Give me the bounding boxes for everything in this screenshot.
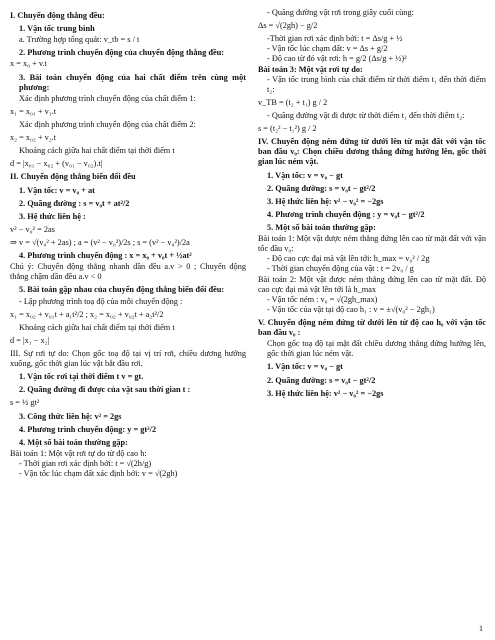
left-line: 4. Phương trình chuyển động: y = gt²/2 (19, 424, 157, 434)
right-line: - Quãng đường vật đi được từ thời điểm t₁ đến thời điểm t₂: (267, 110, 465, 120)
left-line: v² − v₀² = 2as (10, 224, 55, 234)
left-line: x₂ = x₀₂ + v₂.t (10, 133, 57, 143)
right-line: Δs = √(2gh) − g/2 (258, 21, 318, 31)
right-line: - Vận tốc của vật tại độ cao h₁ : v = ±√(v₀² − 2gh₁) (267, 304, 435, 314)
right-line: 5. Một số bài toán thường gặp: (267, 222, 376, 232)
left-line: 3. Công thức liên hệ: v² = 2gs (19, 411, 122, 421)
left-line: 1. Vận tốc rơi tại thời điểm t v = gt. (19, 372, 144, 382)
right-line: - Vận tốc ném : v₀ = √(2gh_max) (267, 294, 378, 304)
left-line: 2. Quãng đường đi được của vật sau thời gian t : (19, 385, 191, 395)
right-line: -Thời gian rơi xác định bởi: t = Δs/g + ½ (267, 34, 403, 44)
right-line: Chọn gốc toạ độ tại mặt đất chiều dương thẳng đứng hướng lên, gốc thời gian lúc ném vật. (267, 339, 486, 359)
left-line: III. Sự rơi tự do: Chọn gốc toạ độ tại vị trí rơi, chiều dương hướng xuống, gốc thời gian lúc vật bắt đầu rơi. (10, 348, 246, 369)
right-line: - Độ cao từ đó vật rơi: h = g/2 (Δs/g + ½)² (267, 54, 407, 64)
right-line: 2. Quãng đường: s = v₀t − gt²/2 (267, 183, 376, 193)
right-line: - Quãng đường vật rơi trong giây cuối cùng: (267, 8, 414, 17)
left-line: x₁ = x₀₁ + v₁.t (10, 106, 57, 116)
left-line: 2. Quãng đường : s = v₀t + at²/2 (19, 198, 130, 208)
left-line: 5. Bài toán gặp nhau của chuyển động thẳng biến đổi đều: (19, 285, 225, 295)
right-line: - Thời gian chuyển động của vật : t = 2v₀ / g (267, 264, 414, 274)
right-line: Bài toán 3: Một vật rơi tự do: (258, 64, 363, 74)
right-column (258, 8, 486, 400)
left-line: x₁ = x₀₂ + v₀₁t + a₁t²/2 ; x₂ = x₀₂ + v₀₂t + a₂t²/2 (10, 309, 164, 319)
right-line: s = (t₂² − t₁²) g / 2 (258, 124, 317, 134)
right-line: - Độ cao cực đại mà vật lên tới: h_max = v₀² / 2g (267, 254, 430, 264)
right-line: Bài toán 1: Một vật được ném thẳng đứng lên cao từ mặt đất với vận tốc đầu v₀: (258, 234, 486, 254)
right-line: 4. Phương trình chuyển động : y = v₀t − gt²/2 (267, 209, 425, 219)
left-line: I. Chuyển động thẳng đều: (10, 11, 105, 20)
left-line: 2. Phương trình chuyển động của chuyển động thẳng đều: (19, 48, 225, 58)
right-line: 3. Hệ thức liên hệ: v² − v₀² = −2gs (267, 196, 384, 206)
left-line: Khoảng cách giữa hai chất điểm tại thời điểm t (19, 146, 175, 156)
left-line: 1. Vận tốc trung bình (19, 24, 95, 34)
left-line: x = x₀ + v.t (10, 59, 47, 69)
left-line: 3. Bài toán chuyển động của hai chất điểm trên cùng một phương: (19, 72, 246, 92)
left-line: 1. Vận tốc: v = v₀ + at (19, 185, 95, 195)
left-line: - Vận tốc lúc chạm đất xác định bởi: v = √(2gh) (19, 469, 178, 479)
right-line: 1. Vận tốc: v = v₀ − gt (267, 170, 343, 180)
left-line: d = |x₀₁ − x₀₂ + (v₀₁ − v₀₂).t| (10, 159, 103, 169)
left-line: II. Chuyển động thẳng biến đổi đều (10, 172, 136, 182)
left-line: s = ½ gt² (10, 398, 40, 408)
page-number: 1 (479, 624, 483, 634)
left-line: ⇒ v = √(v₀² + 2as) ; a = (v² − v₀²)/2s ; s = (v² − v₀²)/2a (10, 237, 190, 247)
left-line: Khoảng cách giữa hai chất điểm tại thời điểm t (19, 322, 175, 332)
right-line: v_TB = (t₂ + t₁) g / 2 (258, 97, 328, 107)
left-line: Xác định phương trình chuyển động của chất điểm 2: (19, 119, 196, 129)
left-line: Xác định phương trình chuyển động của chất điểm 1: (19, 93, 196, 103)
left-line: d = |x₁ − x₂| (10, 335, 50, 345)
right-line: - Vận tốc lúc chạm đất: v = Δs + g/2 (267, 44, 388, 54)
left-line: 3. Hệ thức liên hệ : (19, 211, 86, 221)
left-line: 4. Phương trình chuyển động : x = x₀ + v₀t + ½at² (19, 251, 192, 261)
left-line: Bài toán 1: Một vật rơi tự do từ độ cao h: (10, 448, 147, 458)
right-line: IV. Chuyển động ném đứng từ dưới lên từ mặt đất với vận tốc ban đầu v₀: Chọn chiều dương thẳng đứng hướng lên, gốc thời gian lúc ném vật. (258, 137, 486, 167)
left-line: a. Trường hợp tổng quát: v_tb = s / t (19, 35, 140, 45)
right-line: V. Chuyển động ném đứng từ dưới lên từ độ cao h₀ với vận tốc ban đầu v₀ : (258, 317, 486, 338)
right-line: Bài toán 2: Một vật được ném thẳng đứng lên cao từ mặt đất. Độ cao cực đại mà vật lên tới là h_max (258, 274, 486, 294)
right-line: 1. Vận tốc: v = v₀ − gt (267, 362, 343, 372)
left-line: 4. Một số bài toán thường gặp: (19, 437, 128, 447)
right-line: - Vận tốc trung bình của chất điểm từ thời điểm t₁ đến thời điểm t₂: (267, 74, 486, 94)
right-line: 2. Quãng đường: s = v₀t − gt²/2 (267, 375, 376, 385)
left-line: - Thời gian rơi xác định bởi: t = √(2h/g) (19, 458, 152, 468)
left-line: Chú ý: Chuyển động thẳng nhanh dần đều a.v > 0 ; Chuyển động thẳng chậm dần đều a.v < 0 (10, 262, 246, 282)
left-column (10, 8, 246, 479)
left-line: - Lập phương trình toạ độ của mỗi chuyển động : (19, 296, 183, 306)
right-line: 3. Hệ thức liên hệ: v² − v₀² = −2gs (267, 388, 384, 398)
